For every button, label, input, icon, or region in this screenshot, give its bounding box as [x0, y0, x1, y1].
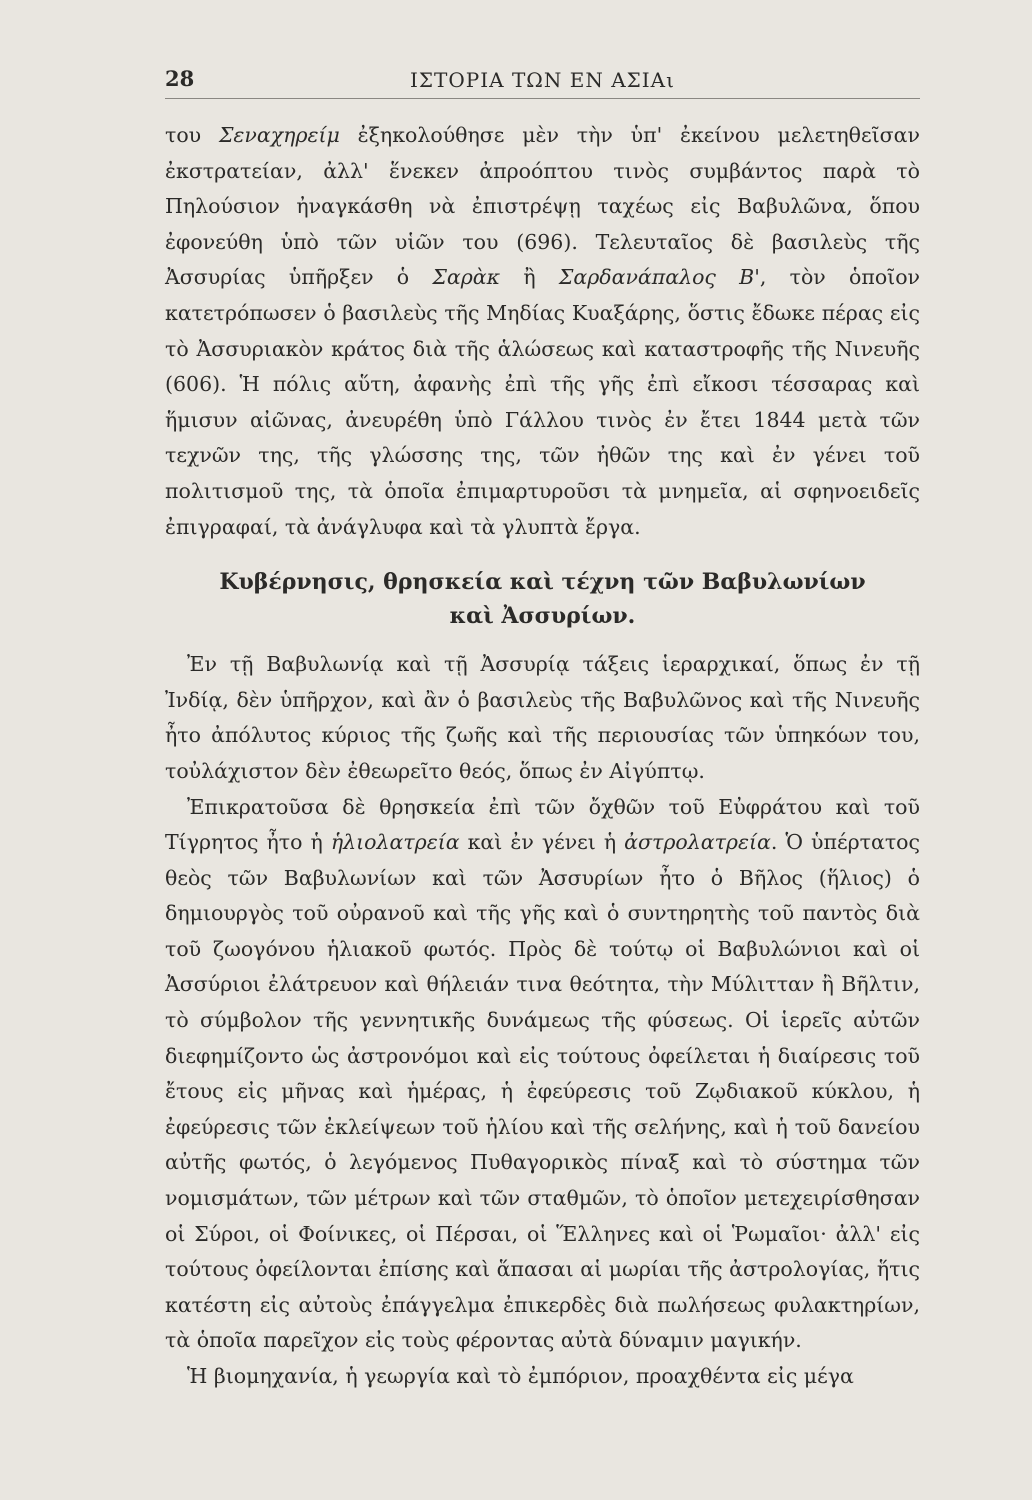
running-title: ΙΣΤΟΡΙΑ ΤΩΝ ΕΝ ΑΣΙΑι	[410, 68, 675, 92]
italic-name: Σαρδανάπαλος Β'	[558, 265, 760, 290]
paragraph: του Σεναχηρείμ ἐξηκολούθησε μὲν τὴν ὑπ' ἐκείνου μελετηθεῖσαν ἐκστρατείαν, ἀλλ' ἕνεκεν ἀπροόπτου τινὸς συμβάντος παρὰ τὸ Πηλούσιον ἠναγκάσθη νὰ ἐπιστρέψῃ ταχέως εἰς Βαβυλῶνα, ὅπου ἐφονεύθη ὑπὸ τῶν υἱῶν του (696). Τελευταῖος δὲ βασιλεὺς τῆς Ἀσσυρίας ὑπῆρξεν ὁ Σαρὰκ ἢ Σαρδανάπαλος Β', τὸν ὁποῖον κατετρόπωσεν ὁ βασιλεὺς τῆς Μηδίας Κυαξάρης, ὅστις ἔδωκε πέρας εἰς τὸ Ἀσσυριακὸν κράτος διὰ τῆς ἁλώσεως καὶ καταστροφῆς τῆς Νινευῆς (606). Ἡ πόλις αὕτη, ἀφανὴς ἐπὶ τῆς γῆς ἐπὶ εἴκοσι τέσσαρας καὶ ἥμισυν αἰῶνας, ἀνευρέθη ὑπὸ Γάλλου τινὸς ἐν ἔτει 1844 μετὰ τῶν τεχνῶν της, τῆς γλώσσης της, τῶν ἠθῶν της καὶ ἐν γένει τοῦ πολιτισμοῦ της, τὰ ὁποῖα ἐπιμαρτυροῦσι τὰ μνημεῖα, αἱ σφηνοειδεῖς ἐπιγραφαί, τὰ ἀνάγλυφα καὶ τὰ γλυπτὰ ἔργα.	[165, 123, 920, 539]
italic-term: ἡλιολατρεία	[330, 830, 460, 855]
section-heading: Κυβέρνησις, θρησκεία καὶ τέχνη τῶν Βαβυλωνίων καὶ Ἀσσυρίων.	[219, 569, 866, 630]
paragraph: Ἐπικρατοῦσα δὲ θρησκεία ἐπὶ τῶν ὄχθῶν τοῦ Εὐφράτου καὶ τοῦ Τίγρητος ἦτο ἡ ἡλιολατρεία καὶ ἐν γένει ἡ ἀστρολατρεία. Ὁ ὑπέρτατος θεὸς τῶν Βαβυλωνίων καὶ τῶν Ἀσσυρίων ἦτο ὁ Βῆλος (ἥλιος) ὁ δημιουργὸς τοῦ οὐρανοῦ καὶ τῆς γῆς καὶ ὁ συντηρητὴς τοῦ παντὸς διὰ τοῦ ζωογόνου ἡλιακοῦ φωτός. Πρὸς δὲ τούτῳ οἱ Βαβυλώνιοι καὶ οἱ Ἀσσύριοι ἐλάτρευον καὶ θήλειάν τινα θεότητα, τὴν Μύλιτταν ἢ Βῆλτιν, τὸ σύμβολον τῆς γεννητικῆς δυνάμεως τῆς φύσεως. Οἱ ἱερεῖς αὐτῶν διεφημίζοντο ὡς ἀστρονόμοι καὶ εἰς τούτους ὀφείλεται ἡ διαίρεσις τοῦ ἔτους εἰς μῆνας καὶ ἡμέρας, ἡ ἐφεύρεσις τοῦ Ζῳδιακοῦ κύκλου, ἡ ἐφεύρεσις τῶν ἐκλείψεων τοῦ ἡλίου καὶ τῆς σελήνης, καὶ ἡ τοῦ δανείου αὐτῆς φωτός, ὁ λεγόμενος Πυθαγορικὸς πίναξ καὶ τὸ σύστημα τῶν νομισμάτων, τῶν μέτρων καὶ τῶν σταθμῶν, τὸ ὁποῖον μετεχειρίσθησαν οἱ Σύροι, οἱ Φοίνικες, οἱ Πέρσαι, οἱ Ἕλληνες καὶ οἱ Ῥωμαῖοι· ἀλλ' εἰς τούτους ὀφείλονται ἐπίσης καὶ ἅπασαι αἱ μωρίαι τῆς ἀστρολογίας, ἥτις κατέστη εἰς αὐτοὺς ἐπάγγελμα ἐπικερδὲς διὰ πωλήσεως φυλακτηρίων, τὰ ὁποῖα παρεῖχον εἰς τοὺς φέροντας αὐτὰ δύναμιν μαγικήν.	[165, 794, 921, 1353]
italic-name: Σαρὰκ	[432, 265, 501, 290]
paragraph: Ἡ βιομηχανία, ἡ γεωργία καὶ τὸ ἐμπόριον, προαχθέντα εἰς μέγα	[187, 1364, 854, 1388]
italic-term: ἀστρολατρεία	[624, 830, 771, 855]
paragraph: Ἐν τῇ Βαβυλωνίᾳ καὶ τῇ Ἀσσυρίᾳ τάξεις ἱεραρχικαί, ὅπως ἐν τῇ Ἰνδίᾳ, δὲν ὑπῆρχον, καὶ ἂν ὁ βασιλεὺς τῆς Βαβυλῶνος καὶ τῆς Νινευῆς ἦτο ἀπόλυτος κύριος τῆς ζωῆς καὶ τῆς περιουσίας τῶν ὑπηκόων του, τοὐλάχιστον δὲν ἐθεωρεῖτο θεός, ὅπως ἐν Αἰγύπτῳ.	[165, 652, 920, 783]
body-text	[165, 118, 920, 1395]
page-header	[165, 60, 920, 99]
page-number: 28	[165, 66, 195, 91]
italic-name: Σεναχηρείμ	[218, 123, 340, 147]
